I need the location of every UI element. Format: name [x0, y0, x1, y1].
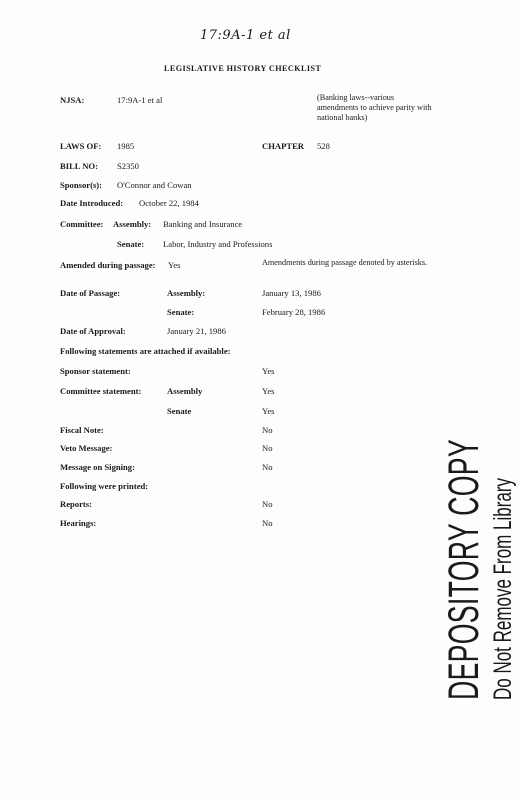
laws-of-value: 1985	[117, 141, 135, 151]
stamp-sub-text: Do Not Remove From Library	[489, 477, 517, 700]
sponsors-value: O'Connor and Cowan	[117, 180, 192, 190]
njsa-note: (Banking laws--various amendments to achieve parity with national banks)	[317, 93, 432, 122]
laws-of-label: LAWS OF:	[60, 141, 102, 151]
depository-copy-stamp	[440, 279, 518, 700]
committee-label: Committee:	[60, 219, 104, 229]
committee-assembly-value: Banking and Insurance	[163, 219, 243, 229]
message-on-signing-value: No	[262, 462, 273, 472]
sponsor-statement-label: Sponsor statement:	[60, 366, 131, 376]
bill-no-value: S2350	[117, 161, 139, 171]
amended-value: Yes	[168, 260, 181, 270]
sponsors-label: Sponsor(s):	[60, 180, 103, 190]
committee-statement-senate-value: Yes	[262, 406, 275, 416]
amended-note: Amendments during passage denoted by asterisks.	[262, 258, 428, 267]
passage-senate-value: February 28, 1986	[262, 307, 326, 317]
committee-senate-value: Labor, Industry and Professions	[163, 239, 273, 249]
hearings-value: No	[262, 518, 273, 528]
date-of-approval-value: January 21, 1986	[167, 326, 226, 336]
veto-message-label: Veto Message:	[60, 443, 113, 453]
committee-statement-assembly-value: Yes	[262, 386, 275, 396]
committee-statement-senate-label: Senate	[167, 406, 192, 416]
chapter-value: 528	[317, 141, 330, 151]
date-introduced-value: October 22, 1984	[139, 198, 199, 208]
njsa-value: 17:9A-1 et al	[117, 95, 163, 105]
committee-senate-label: Senate:	[117, 239, 145, 249]
handwritten-reference: 17:9A-1 et al	[200, 28, 291, 43]
committee-statement-assembly-label: Assembly	[167, 386, 203, 396]
chapter-label: CHAPTER	[262, 141, 305, 151]
message-on-signing-label: Message on Signing:	[60, 462, 135, 472]
passage-assembly-value: January 13, 1986	[262, 288, 321, 298]
printed-heading: Following were printed:	[60, 481, 149, 491]
page-title: LEGISLATIVE HISTORY CHECKLIST	[164, 64, 322, 73]
date-introduced-label: Date Introduced:	[60, 198, 124, 208]
reports-label: Reports:	[60, 499, 92, 509]
date-of-passage-label: Date of Passage:	[60, 288, 121, 298]
stamp-main-text: DEPOSITORY COPY	[440, 439, 488, 700]
committee-assembly-label: Assembly:	[113, 219, 152, 229]
passage-senate-label: Senate:	[167, 307, 195, 317]
passage-assembly-label: Assembly:	[167, 288, 206, 298]
hearings-label: Hearings:	[60, 518, 97, 528]
fiscal-note-value: No	[262, 425, 273, 435]
attached-heading: Following statements are attached if available:	[60, 346, 231, 356]
committee-statement-label: Committee statement:	[60, 386, 142, 396]
njsa-label: NJSA:	[60, 95, 85, 105]
fiscal-note-label: Fiscal Note:	[60, 425, 104, 435]
reports-value: No	[262, 499, 273, 509]
date-of-approval-label: Date of Approval:	[60, 326, 126, 336]
bill-no-label: BILL NO:	[60, 161, 98, 171]
sponsor-statement-value: Yes	[262, 366, 275, 376]
veto-message-value: No	[262, 443, 273, 453]
amended-label: Amended during passage:	[60, 260, 156, 270]
